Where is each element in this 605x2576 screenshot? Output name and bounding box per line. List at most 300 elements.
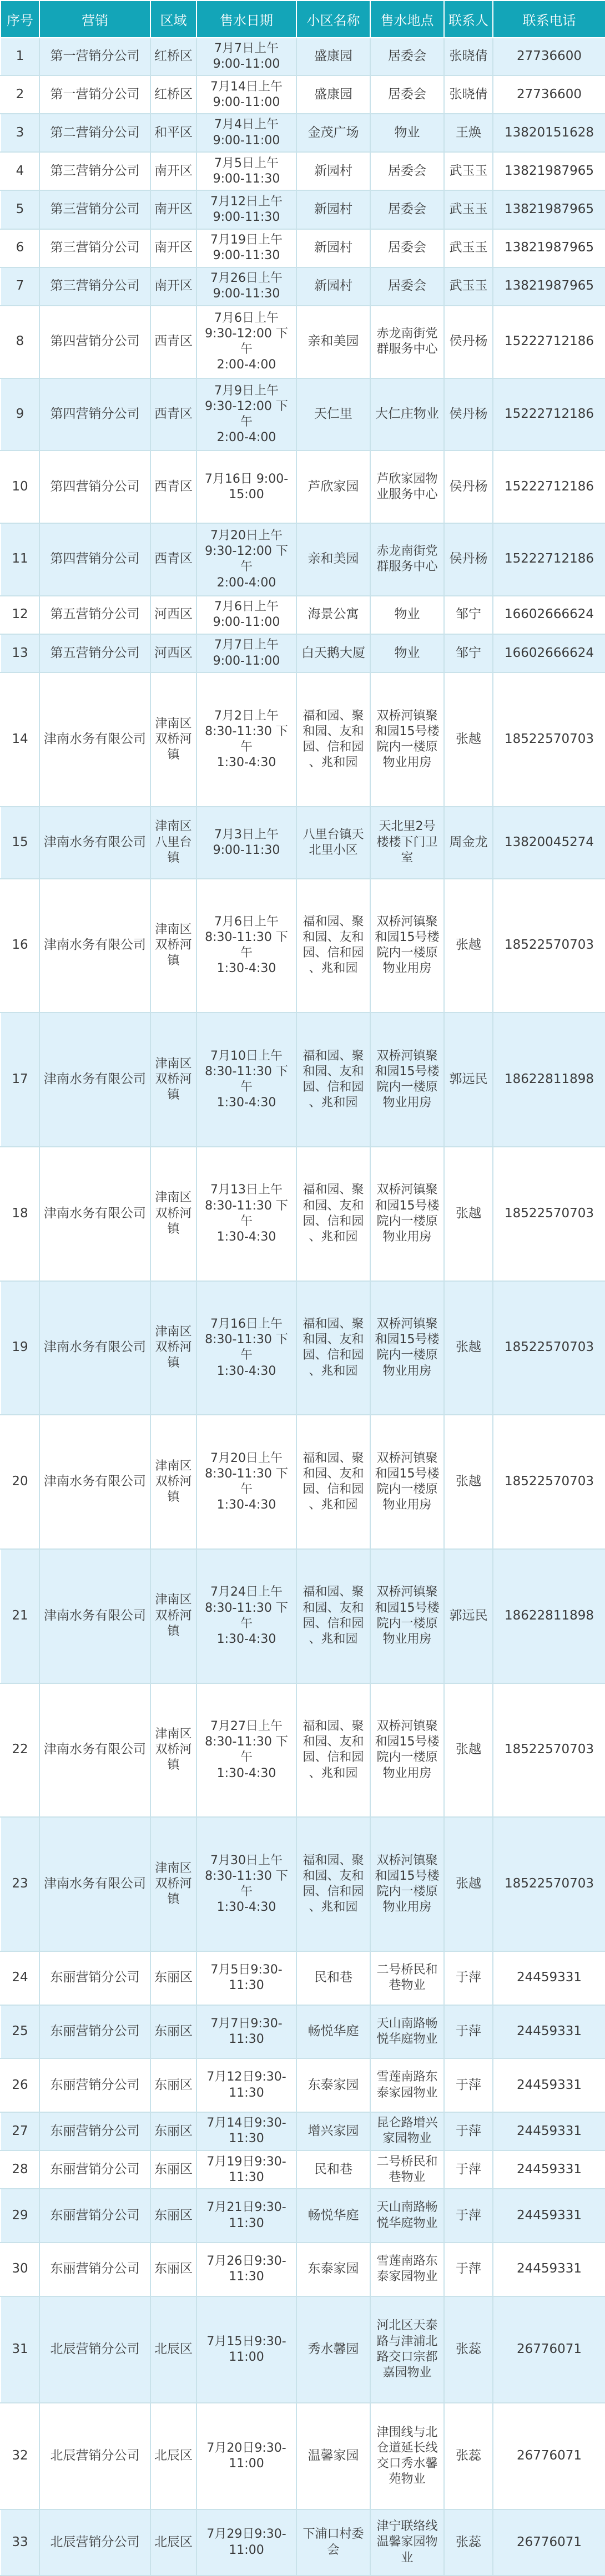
row-index: 27 bbox=[1, 2112, 39, 2150]
row-sale-location: 双桥河镇聚 和园15号楼 院内一楼原 物业用房 bbox=[370, 1013, 444, 1147]
row-branch: 第四营销分公司 bbox=[39, 451, 150, 523]
row-sale-date: 7月4日上午 9:00-11:00 bbox=[196, 114, 296, 152]
header-sale-location: 售水地点 bbox=[370, 1, 444, 38]
row-community: 海景公寓 bbox=[296, 596, 370, 634]
row-sale-location: 天山南路畅 悦华庭物业 bbox=[370, 2189, 444, 2243]
table-row bbox=[1, 1281, 605, 1415]
row-district: 东丽区 bbox=[150, 2189, 196, 2243]
row-phone: 18522570703 bbox=[493, 1415, 605, 1549]
row-community: 白天鹅大厦 bbox=[296, 634, 370, 672]
row-sale-date: 7月24日上午 8:30-11:30 下午 1:30-4:30 bbox=[196, 1549, 296, 1683]
row-phone: 24459331 bbox=[493, 2243, 605, 2296]
header-contact: 联系人 bbox=[444, 1, 493, 38]
table-row bbox=[1, 306, 605, 378]
table-row bbox=[1, 75, 605, 113]
row-sale-date: 7月14日上午 9:00-11:00 bbox=[196, 75, 296, 113]
table-row bbox=[1, 634, 605, 672]
row-index: 7 bbox=[1, 267, 39, 306]
row-district: 东丽区 bbox=[150, 2005, 196, 2059]
row-sale-date: 7月5日上午 9:00-11:30 bbox=[196, 152, 296, 190]
row-community: 民和巷 bbox=[296, 2150, 370, 2189]
row-phone: 18622811898 bbox=[493, 1549, 605, 1683]
row-sale-date: 7月6日上午 9:30-12:00 下午 2:00-4:00 bbox=[196, 306, 296, 378]
row-index: 13 bbox=[1, 634, 39, 672]
row-index: 25 bbox=[1, 2005, 39, 2059]
row-sale-location: 天山南路畅 悦华庭物业 bbox=[370, 2005, 444, 2059]
row-community: 金茂广场 bbox=[296, 114, 370, 152]
row-sale-location: 双桥河镇聚 和园15号楼 院内一楼原 物业用房 bbox=[370, 1549, 444, 1683]
row-index: 29 bbox=[1, 2189, 39, 2243]
row-branch: 津南水务有限公司 bbox=[39, 1683, 150, 1818]
row-contact: 于萍 bbox=[444, 2150, 493, 2189]
row-community: 芦欣家园 bbox=[296, 451, 370, 523]
table-row bbox=[1, 2403, 605, 2509]
table-row bbox=[1, 229, 605, 267]
row-community: 福和园、聚 和园、友和 园、信和园 、兆和园 bbox=[296, 1281, 370, 1415]
row-phone: 15222712186 bbox=[493, 451, 605, 523]
row-branch: 津南水务有限公司 bbox=[39, 1013, 150, 1147]
row-contact: 张蕊 bbox=[444, 2296, 493, 2403]
row-branch: 东丽营销分公司 bbox=[39, 2005, 150, 2059]
row-contact: 张越 bbox=[444, 1147, 493, 1281]
row-branch: 津南水务有限公司 bbox=[39, 1281, 150, 1415]
row-district: 津南区 双桥河 镇 bbox=[150, 672, 196, 807]
row-branch: 北辰营销分公司 bbox=[39, 2296, 150, 2403]
row-phone: 18522570703 bbox=[493, 1817, 605, 1951]
row-sale-date: 7月19日上午 9:00-11:30 bbox=[196, 229, 296, 267]
row-index: 31 bbox=[1, 2296, 39, 2403]
row-phone: 16602666624 bbox=[493, 634, 605, 672]
row-sale-date: 7月14日9:30- 11:30 bbox=[196, 2112, 296, 2150]
row-community: 东泰家园 bbox=[296, 2058, 370, 2112]
table-row bbox=[1, 2509, 605, 2575]
row-contact: 于萍 bbox=[444, 2243, 493, 2296]
row-index: 30 bbox=[1, 2243, 39, 2296]
row-index: 18 bbox=[1, 1147, 39, 1281]
row-community: 新园村 bbox=[296, 190, 370, 229]
row-sale-location: 双桥河镇聚 和园15号楼 院内一楼原 物业用房 bbox=[370, 1683, 444, 1818]
row-sale-date: 7月15日9:30- 11:00 bbox=[196, 2296, 296, 2403]
row-contact: 于萍 bbox=[444, 1951, 493, 2005]
row-sale-date: 7月19日9:30- 11:30 bbox=[196, 2150, 296, 2189]
row-sale-date: 7月30日上午 8:30-11:30 下午 1:30-4:30 bbox=[196, 1817, 296, 1951]
row-phone: 26776071 bbox=[493, 2509, 605, 2575]
row-sale-location: 居委会 bbox=[370, 75, 444, 113]
row-contact: 武玉玉 bbox=[444, 229, 493, 267]
row-branch: 津南水务有限公司 bbox=[39, 1415, 150, 1549]
row-contact: 于萍 bbox=[444, 2005, 493, 2059]
row-sale-date: 7月6日上午 8:30-11:30 下午 1:30-4:30 bbox=[196, 879, 296, 1013]
row-phone: 15222712186 bbox=[493, 523, 605, 596]
row-phone: 18522570703 bbox=[493, 1683, 605, 1818]
row-contact: 张越 bbox=[444, 1817, 493, 1951]
row-phone: 24459331 bbox=[493, 2189, 605, 2243]
row-district: 津南区 八里台 镇 bbox=[150, 807, 196, 879]
row-contact: 于萍 bbox=[444, 2112, 493, 2150]
row-community: 福和园、聚 和园、友和 园、信和园 、兆和园 bbox=[296, 672, 370, 807]
row-contact: 于萍 bbox=[444, 2189, 493, 2243]
row-branch: 第五营销分公司 bbox=[39, 634, 150, 672]
row-index: 26 bbox=[1, 2058, 39, 2112]
table-row bbox=[1, 1415, 605, 1549]
row-sale-location: 双桥河镇聚 和园15号楼 院内一楼原 物业用房 bbox=[370, 879, 444, 1013]
row-branch: 第三营销分公司 bbox=[39, 190, 150, 229]
row-branch: 津南水务有限公司 bbox=[39, 672, 150, 807]
row-branch: 第一营销分公司 bbox=[39, 38, 150, 75]
row-contact: 邹宁 bbox=[444, 634, 493, 672]
row-district: 北辰区 bbox=[150, 2509, 196, 2575]
table-row bbox=[1, 1951, 605, 2005]
row-sale-date: 7月26日9:30- 11:30 bbox=[196, 2243, 296, 2296]
row-phone: 26776071 bbox=[493, 2296, 605, 2403]
row-district: 和平区 bbox=[150, 114, 196, 152]
row-community: 秀水馨园 bbox=[296, 2296, 370, 2403]
row-sale-location: 芦欣家园物 业服务中心 bbox=[370, 451, 444, 523]
row-index: 15 bbox=[1, 807, 39, 879]
row-phone: 15222712186 bbox=[493, 306, 605, 378]
row-district: 红桥区 bbox=[150, 75, 196, 113]
row-sale-date: 7月26日上午 9:00-11:30 bbox=[196, 267, 296, 306]
row-contact: 张越 bbox=[444, 1415, 493, 1549]
header-branch: 营销 bbox=[39, 1, 150, 38]
row-phone: 18522570703 bbox=[493, 879, 605, 1013]
row-community: 新园村 bbox=[296, 152, 370, 190]
table-row bbox=[1, 1549, 605, 1683]
header-phone: 联系电话 bbox=[493, 1, 605, 38]
row-contact: 武玉玉 bbox=[444, 190, 493, 229]
table-row bbox=[1, 672, 605, 807]
row-sale-date: 7月16日 9:00- 15:00 bbox=[196, 451, 296, 523]
row-community: 增兴家园 bbox=[296, 2112, 370, 2150]
row-sale-date: 7月7日上午 9:00-11:00 bbox=[196, 634, 296, 672]
row-district: 津南区 双桥河 镇 bbox=[150, 1549, 196, 1683]
row-phone: 27736600 bbox=[493, 75, 605, 113]
row-sale-location: 大仁庄物业 bbox=[370, 378, 444, 451]
row-sale-location: 居委会 bbox=[370, 267, 444, 306]
row-sale-location: 雪莲南路东 泰家园物业 bbox=[370, 2243, 444, 2296]
row-community: 新园村 bbox=[296, 267, 370, 306]
row-phone: 13820045274 bbox=[493, 807, 605, 879]
row-phone: 13821987965 bbox=[493, 229, 605, 267]
row-index: 32 bbox=[1, 2403, 39, 2509]
row-phone: 26776071 bbox=[493, 2403, 605, 2509]
row-sale-date: 7月12日9:30- 11:30 bbox=[196, 2058, 296, 2112]
row-sale-location: 津宁联络线 温馨家园物 业 bbox=[370, 2509, 444, 2575]
row-sale-location: 居委会 bbox=[370, 38, 444, 75]
header-index: 序号 bbox=[1, 1, 39, 38]
row-community: 福和园、聚 和园、友和 园、信和园 、兆和园 bbox=[296, 1415, 370, 1549]
row-contact: 张晓倩 bbox=[444, 38, 493, 75]
row-phone: 24459331 bbox=[493, 2005, 605, 2059]
row-branch: 东丽营销分公司 bbox=[39, 2150, 150, 2189]
row-community: 畅悦华庭 bbox=[296, 2189, 370, 2243]
row-branch: 东丽营销分公司 bbox=[39, 2112, 150, 2150]
row-sale-date: 7月16日上午 8:30-11:30 下午 1:30-4:30 bbox=[196, 1281, 296, 1415]
row-index: 6 bbox=[1, 229, 39, 267]
row-contact: 张越 bbox=[444, 879, 493, 1013]
row-district: 北辰区 bbox=[150, 2403, 196, 2509]
row-phone: 18522570703 bbox=[493, 672, 605, 807]
row-phone: 24459331 bbox=[493, 2058, 605, 2112]
row-sale-date: 7月10日上午 8:30-11:30 下午 1:30-4:30 bbox=[196, 1013, 296, 1147]
row-sale-location: 居委会 bbox=[370, 190, 444, 229]
row-district: 津南区 双桥河 镇 bbox=[150, 1415, 196, 1549]
table-row bbox=[1, 2058, 605, 2112]
table-row bbox=[1, 1013, 605, 1147]
row-sale-date: 7月9日上午 9:30-12:00 下午 2:00-4:00 bbox=[196, 378, 296, 451]
row-district: 东丽区 bbox=[150, 2150, 196, 2189]
row-sale-date: 7月20日9:30- 11:00 bbox=[196, 2403, 296, 2509]
row-index: 33 bbox=[1, 2509, 39, 2575]
row-community: 东泰家园 bbox=[296, 2243, 370, 2296]
row-phone: 15222712186 bbox=[493, 378, 605, 451]
row-phone: 16602666624 bbox=[493, 596, 605, 634]
row-index: 3 bbox=[1, 114, 39, 152]
row-contact: 王焕 bbox=[444, 114, 493, 152]
row-phone: 18522570703 bbox=[493, 1147, 605, 1281]
row-district: 西青区 bbox=[150, 306, 196, 378]
table-row bbox=[1, 2243, 605, 2296]
table-row bbox=[1, 2112, 605, 2150]
row-index: 12 bbox=[1, 596, 39, 634]
row-sale-date: 7月21日9:30- 11:30 bbox=[196, 2189, 296, 2243]
row-phone: 13821987965 bbox=[493, 190, 605, 229]
row-index: 2 bbox=[1, 75, 39, 113]
row-contact: 武玉玉 bbox=[444, 267, 493, 306]
row-contact: 侯丹杨 bbox=[444, 451, 493, 523]
row-sale-location: 双桥河镇聚 和园15号楼 院内一楼原 物业用房 bbox=[370, 1817, 444, 1951]
row-index: 4 bbox=[1, 152, 39, 190]
row-community: 亲和美园 bbox=[296, 523, 370, 596]
row-phone: 27736600 bbox=[493, 38, 605, 75]
row-contact: 于萍 bbox=[444, 2058, 493, 2112]
row-index: 28 bbox=[1, 2150, 39, 2189]
row-branch: 津南水务有限公司 bbox=[39, 1147, 150, 1281]
row-district: 西青区 bbox=[150, 523, 196, 596]
row-contact: 张越 bbox=[444, 672, 493, 807]
row-contact: 周金龙 bbox=[444, 807, 493, 879]
row-district: 津南区 双桥河 镇 bbox=[150, 1683, 196, 1818]
row-branch: 东丽营销分公司 bbox=[39, 1951, 150, 2005]
row-sale-date: 7月7日9:30- 11:30 bbox=[196, 2005, 296, 2059]
row-sale-date: 7月5日9:30- 11:30 bbox=[196, 1951, 296, 2005]
row-index: 23 bbox=[1, 1817, 39, 1951]
row-community: 福和园、聚 和园、友和 园、信和园 、兆和园 bbox=[296, 1013, 370, 1147]
row-branch: 第三营销分公司 bbox=[39, 267, 150, 306]
table-row bbox=[1, 267, 605, 306]
row-sale-location: 赤龙南街党 群服务中心 bbox=[370, 306, 444, 378]
row-sale-date: 7月27日上午 8:30-11:30 下午 1:30-4:30 bbox=[196, 1683, 296, 1818]
row-community: 盛康园 bbox=[296, 75, 370, 113]
row-district: 东丽区 bbox=[150, 2112, 196, 2150]
row-contact: 张晓倩 bbox=[444, 75, 493, 113]
row-community: 福和园、聚 和园、友和 园、信和园 、兆和园 bbox=[296, 879, 370, 1013]
table-row bbox=[1, 2296, 605, 2403]
row-sale-location: 双桥河镇聚 和园15号楼 院内一楼原 物业用房 bbox=[370, 1415, 444, 1549]
row-community: 盛康园 bbox=[296, 38, 370, 75]
table-row bbox=[1, 1147, 605, 1281]
row-sale-date: 7月2日上午 8:30-11:30 下午 1:30-4:30 bbox=[196, 672, 296, 807]
row-index: 1 bbox=[1, 38, 39, 75]
row-index: 10 bbox=[1, 451, 39, 523]
table-row bbox=[1, 879, 605, 1013]
row-sale-location: 居委会 bbox=[370, 152, 444, 190]
row-phone: 24459331 bbox=[493, 1951, 605, 2005]
row-district: 西青区 bbox=[150, 378, 196, 451]
row-index: 21 bbox=[1, 1549, 39, 1683]
header-community: 小区名称 bbox=[296, 1, 370, 38]
row-index: 8 bbox=[1, 306, 39, 378]
row-district: 津南区 双桥河 镇 bbox=[150, 1013, 196, 1147]
row-contact: 侯丹杨 bbox=[444, 378, 493, 451]
row-contact: 侯丹杨 bbox=[444, 306, 493, 378]
row-phone: 13821987965 bbox=[493, 267, 605, 306]
table-row bbox=[1, 807, 605, 879]
row-district: 东丽区 bbox=[150, 1951, 196, 2005]
row-community: 天仁里 bbox=[296, 378, 370, 451]
row-phone: 18622811898 bbox=[493, 1013, 605, 1147]
row-sale-location: 赤龙南街党 群服务中心 bbox=[370, 523, 444, 596]
table-row bbox=[1, 114, 605, 152]
row-index: 17 bbox=[1, 1013, 39, 1147]
row-contact: 武玉玉 bbox=[444, 152, 493, 190]
row-branch: 第四营销分公司 bbox=[39, 306, 150, 378]
row-sale-location: 二号桥民和 巷物业 bbox=[370, 2150, 444, 2189]
row-branch: 津南水务有限公司 bbox=[39, 879, 150, 1013]
row-index: 24 bbox=[1, 1951, 39, 2005]
row-district: 西青区 bbox=[150, 451, 196, 523]
row-sale-date: 7月20日上午 8:30-11:30 下午 1:30-4:30 bbox=[196, 1415, 296, 1549]
row-sale-location: 二号桥民和 巷物业 bbox=[370, 1951, 444, 2005]
row-sale-date: 7月12日上午 9:00-11:30 bbox=[196, 190, 296, 229]
row-phone: 13820151628 bbox=[493, 114, 605, 152]
row-branch: 津南水务有限公司 bbox=[39, 1817, 150, 1951]
row-sale-date: 7月6日上午 9:00-11:00 bbox=[196, 596, 296, 634]
row-index: 19 bbox=[1, 1281, 39, 1415]
row-index: 5 bbox=[1, 190, 39, 229]
row-sale-location: 双桥河镇聚 和园15号楼 院内一楼原 物业用房 bbox=[370, 1147, 444, 1281]
row-district: 河西区 bbox=[150, 634, 196, 672]
row-district: 东丽区 bbox=[150, 2058, 196, 2112]
row-phone: 18522570703 bbox=[493, 1281, 605, 1415]
table-row bbox=[1, 451, 605, 523]
row-sale-location: 双桥河镇聚 和园15号楼 院内一楼原 物业用房 bbox=[370, 1281, 444, 1415]
row-sale-location: 河北区天泰 路与津浦北 路交口宗都 嘉园物业 bbox=[370, 2296, 444, 2403]
row-branch: 第二营销分公司 bbox=[39, 114, 150, 152]
row-community: 新园村 bbox=[296, 229, 370, 267]
row-branch: 东丽营销分公司 bbox=[39, 2058, 150, 2112]
row-contact: 郭远民 bbox=[444, 1013, 493, 1147]
row-branch: 第三营销分公司 bbox=[39, 152, 150, 190]
row-contact: 张越 bbox=[444, 1281, 493, 1415]
row-sale-location: 物业 bbox=[370, 634, 444, 672]
row-sale-location: 雪莲南路东 泰家园物业 bbox=[370, 2058, 444, 2112]
row-index: 9 bbox=[1, 378, 39, 451]
row-sale-location: 双桥河镇聚 和园15号楼 院内一楼原 物业用房 bbox=[370, 672, 444, 807]
row-sale-location: 居委会 bbox=[370, 229, 444, 267]
table-row bbox=[1, 378, 605, 451]
row-contact: 邹宁 bbox=[444, 596, 493, 634]
row-district: 津南区 双桥河 镇 bbox=[150, 1817, 196, 1951]
row-sale-date: 7月7日上午 9:00-11:00 bbox=[196, 38, 296, 75]
row-district: 红桥区 bbox=[150, 38, 196, 75]
row-district: 南开区 bbox=[150, 267, 196, 306]
row-branch: 第一营销分公司 bbox=[39, 75, 150, 113]
row-phone: 24459331 bbox=[493, 2112, 605, 2150]
row-branch: 第五营销分公司 bbox=[39, 596, 150, 634]
row-index: 14 bbox=[1, 672, 39, 807]
row-index: 20 bbox=[1, 1415, 39, 1549]
row-branch: 东丽营销分公司 bbox=[39, 2243, 150, 2296]
header-row bbox=[1, 1, 605, 38]
table-row bbox=[1, 1817, 605, 1951]
row-district: 河西区 bbox=[150, 596, 196, 634]
table-row bbox=[1, 38, 605, 75]
row-phone: 13821987965 bbox=[493, 152, 605, 190]
row-contact: 侯丹杨 bbox=[444, 523, 493, 596]
row-district: 南开区 bbox=[150, 152, 196, 190]
row-branch: 第四营销分公司 bbox=[39, 378, 150, 451]
row-contact: 郭远民 bbox=[444, 1549, 493, 1683]
row-community: 畅悦华庭 bbox=[296, 2005, 370, 2059]
table-row bbox=[1, 523, 605, 596]
row-sale-date: 7月13日上午 8:30-11:30 下午 1:30-4:30 bbox=[196, 1147, 296, 1281]
row-branch: 北辰营销分公司 bbox=[39, 2509, 150, 2575]
row-community: 福和园、聚 和园、友和 园、信和园 、兆和园 bbox=[296, 1549, 370, 1683]
table-row bbox=[1, 596, 605, 634]
table-row bbox=[1, 152, 605, 190]
row-contact: 张蕊 bbox=[444, 2403, 493, 2509]
row-community: 民和巷 bbox=[296, 1951, 370, 2005]
row-contact: 张蕊 bbox=[444, 2509, 493, 2575]
row-district: 南开区 bbox=[150, 190, 196, 229]
row-community: 亲和美园 bbox=[296, 306, 370, 378]
row-district: 北辰区 bbox=[150, 2296, 196, 2403]
row-sale-date: 7月29日9:30- 11:00 bbox=[196, 2509, 296, 2575]
row-district: 南开区 bbox=[150, 229, 196, 267]
row-branch: 津南水务有限公司 bbox=[39, 807, 150, 879]
table-row bbox=[1, 1683, 605, 1818]
row-district: 津南区 双桥河 镇 bbox=[150, 1281, 196, 1415]
row-community: 八里台镇天 北里小区 bbox=[296, 807, 370, 879]
row-sale-location: 津围线与北 仓道延长线 交口秀水馨 苑物业 bbox=[370, 2403, 444, 2509]
row-sale-location: 昆仑路增兴 家园物业 bbox=[370, 2112, 444, 2150]
row-branch: 第四营销分公司 bbox=[39, 523, 150, 596]
row-branch: 第三营销分公司 bbox=[39, 229, 150, 267]
row-index: 22 bbox=[1, 1683, 39, 1818]
table-row bbox=[1, 2150, 605, 2189]
row-branch: 北辰营销分公司 bbox=[39, 2403, 150, 2509]
row-index: 11 bbox=[1, 523, 39, 596]
row-contact: 张越 bbox=[444, 1683, 493, 1818]
row-community: 福和园、聚 和园、友和 园、信和园 、兆和园 bbox=[296, 1817, 370, 1951]
row-district: 东丽区 bbox=[150, 2243, 196, 2296]
table-row bbox=[1, 2005, 605, 2059]
row-sale-location: 天北里2号 楼楼下门卫 室 bbox=[370, 807, 444, 879]
header-district: 区域 bbox=[150, 1, 196, 38]
row-community: 温馨家园 bbox=[296, 2403, 370, 2509]
row-sale-date: 7月20日上午 9:30-12:00 下午 2:00-4:00 bbox=[196, 523, 296, 596]
table-row bbox=[1, 2189, 605, 2243]
row-branch: 东丽营销分公司 bbox=[39, 2189, 150, 2243]
row-community: 下浦口村委 会 bbox=[296, 2509, 370, 2575]
row-community: 福和园、聚 和园、友和 园、信和园 、兆和园 bbox=[296, 1683, 370, 1818]
table-row bbox=[1, 190, 605, 229]
row-index: 16 bbox=[1, 879, 39, 1013]
row-district: 津南区 双桥河 镇 bbox=[150, 1147, 196, 1281]
row-sale-location: 物业 bbox=[370, 596, 444, 634]
row-phone: 24459331 bbox=[493, 2150, 605, 2189]
